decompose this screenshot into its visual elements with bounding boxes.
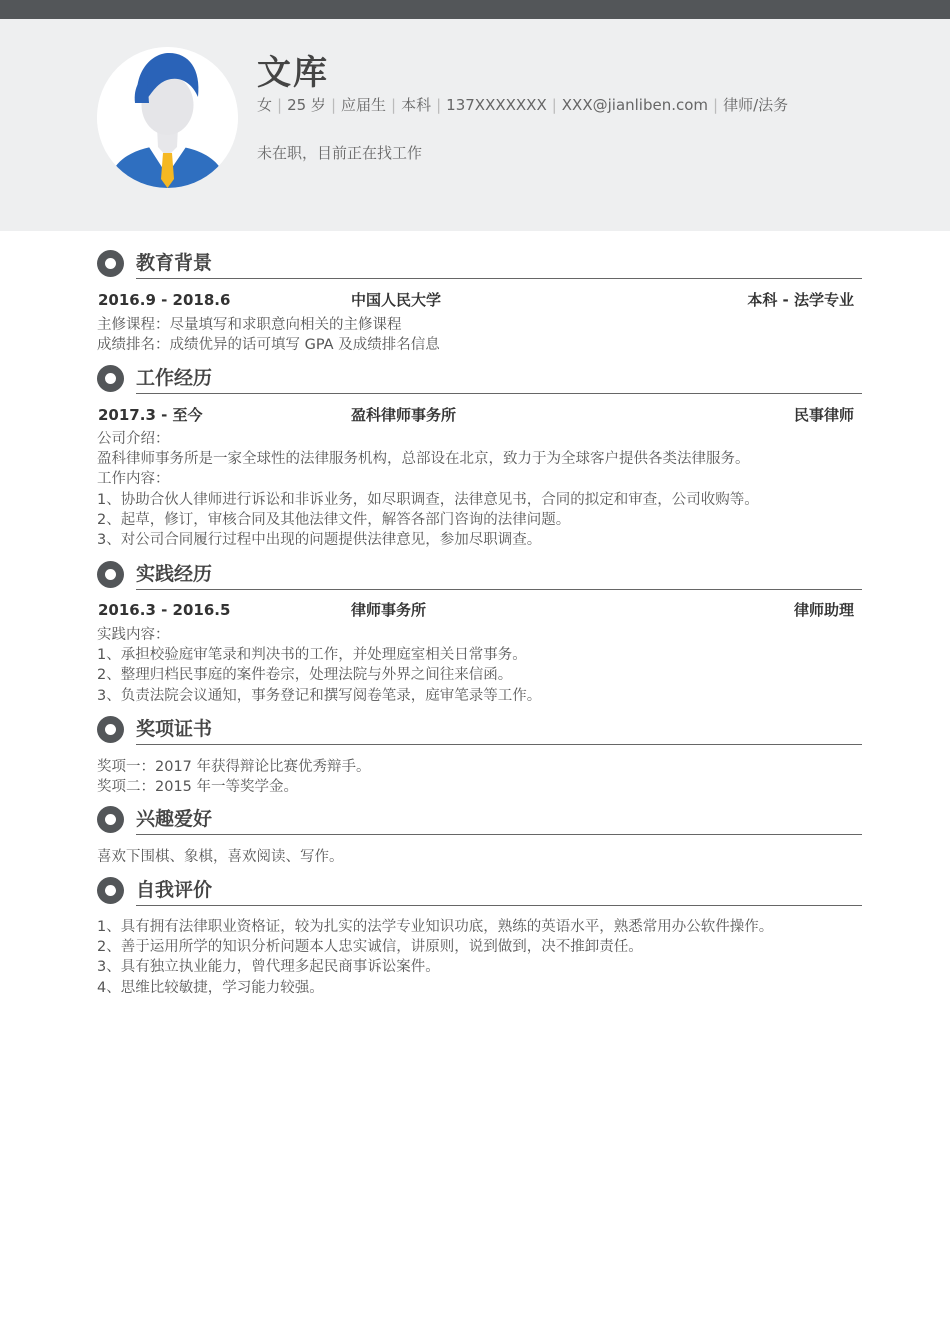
top-bar xyxy=(0,0,950,19)
section-header xyxy=(97,559,862,593)
entry-org: 律师事务所 xyxy=(351,601,427,619)
section-title: 工作经历 xyxy=(136,367,213,389)
entry-details xyxy=(97,625,862,706)
detail-line: 工作内容： xyxy=(97,471,170,488)
entry-org: 中国人民大学 xyxy=(351,291,442,309)
entry-date: 2017.3 - 至今 xyxy=(98,406,203,424)
detail-line: 2、起草，修订，审核合同及其他法律文件，解答各部门咨询的法律问题。 xyxy=(97,511,571,528)
detail-line: 4、思维比较敏捷，学习能力较强。 xyxy=(97,979,324,996)
detail-line: 主修课程：尽量填写和求职意向相关的主修课程 xyxy=(97,317,402,333)
section-work xyxy=(97,363,862,550)
entry-role: 本科 - 法学专业 xyxy=(747,291,854,309)
entry-org: 盈科律师事务所 xyxy=(351,406,457,424)
gender: 女 xyxy=(257,96,273,114)
section-self-evaluation xyxy=(97,875,862,998)
entry-role: 民事律师 xyxy=(793,406,854,424)
section-practice xyxy=(97,559,862,706)
avatar xyxy=(97,47,238,188)
section-header xyxy=(97,248,862,282)
section-header xyxy=(97,714,862,748)
detail-line: 3、对公司合同履行过程中出现的问题提供法律意见，参加尽职调查。 xyxy=(97,532,542,549)
candidate-name: 文库 xyxy=(257,53,329,93)
email: XXX@jianliben.com xyxy=(561,96,709,114)
section-divider xyxy=(136,278,862,279)
status-type: 应届生 xyxy=(341,96,387,114)
detail-line: 奖项二：2015 年一等奖学金。 xyxy=(97,779,299,796)
section-bullet-icon xyxy=(97,716,124,743)
entry-details xyxy=(97,917,862,998)
entry-row xyxy=(97,288,862,312)
section-title: 教育背景 xyxy=(136,252,213,274)
section-divider xyxy=(136,834,862,835)
section-divider xyxy=(136,393,862,394)
section-education xyxy=(97,248,862,355)
job-target: 律师/法务 xyxy=(723,96,789,114)
avatar-person-icon xyxy=(97,47,238,188)
entry-date: 2016.9 - 2018.6 xyxy=(98,291,231,309)
entry-row xyxy=(97,403,862,427)
section-header xyxy=(97,804,862,838)
section-bullet-icon xyxy=(97,250,124,277)
detail-line: 1、具有拥有法律职业资格证，较为扎实的法学专业知识功底，熟练的英语水平，熟悉常用办公软件操作。 xyxy=(97,919,774,935)
section-awards xyxy=(97,714,862,797)
section-bullet-icon xyxy=(97,806,124,833)
candidate-info: 女 | 25 岁 | 应届生 | 本科 | 137XXXXXXX | XXX@jianliben.com | 律师/法务 xyxy=(257,96,789,114)
entry-details xyxy=(97,429,862,550)
detail-line: 喜欢下围棋、象棋，喜欢阅读、写作。 xyxy=(97,849,344,865)
section-hobbies xyxy=(97,804,862,867)
section-bullet-icon xyxy=(97,561,124,588)
section-divider xyxy=(136,589,862,590)
degree: 本科 xyxy=(401,96,432,114)
section-bullet-icon xyxy=(97,365,124,392)
detail-line: 成绩排名：成绩优异的话可填写 GPA 及成绩排名信息 xyxy=(97,337,440,354)
detail-line: 3、具有独立执业能力，曾代理多起民商事诉讼案件。 xyxy=(97,959,440,976)
detail-line: 实践内容： xyxy=(97,627,170,643)
detail-line: 1、协助合伙人律师进行诉讼和非诉业务，如尽职调查，法律意见书，合同的拟定和审查，公司收购等。 xyxy=(97,491,759,508)
detail-line: 3、负责法院会议通知，事务登记和撰写阅卷笔录，庭审笔录等工作。 xyxy=(97,687,542,704)
section-title: 自我评价 xyxy=(136,879,213,901)
section-header xyxy=(97,875,862,909)
section-divider xyxy=(136,744,862,745)
entry-details xyxy=(97,847,862,867)
detail-line: 奖项一：2017 年获得辩论比赛优秀辩手。 xyxy=(97,759,371,775)
entry-details xyxy=(97,757,862,797)
phone: 137XXXXXXX xyxy=(446,96,547,114)
detail-line: 1、承担校验庭审笔录和判决书的工作，并处理庭室相关日常事务。 xyxy=(97,647,527,664)
detail-line: 公司介绍： xyxy=(97,431,170,447)
section-bullet-icon xyxy=(97,877,124,904)
section-divider xyxy=(136,905,862,906)
detail-line: 2、善于运用所学的知识分析问题本人忠实诚信，讲原则，说到做到，决不推卸责任。 xyxy=(97,939,643,956)
detail-line: 2、整理归档民事庭的案件卷宗，处理法院与外界之间往来信函。 xyxy=(97,667,513,684)
section-title: 兴趣爱好 xyxy=(136,808,213,830)
age: 25 岁 xyxy=(287,96,326,114)
section-header xyxy=(97,363,862,397)
entry-date: 2016.3 - 2016.5 xyxy=(98,601,231,619)
job-status: 未在职，目前正在找工作 xyxy=(257,144,423,162)
section-title: 奖项证书 xyxy=(136,718,213,740)
entry-role: 律师助理 xyxy=(793,601,854,619)
entry-details xyxy=(97,315,862,355)
section-title: 实践经历 xyxy=(136,563,213,585)
entry-row xyxy=(97,598,862,622)
detail-line: 盈科律师事务所是一家全球性的法律服务机构，总部设在北京，致力于为全球客户提供各类法律服务。 xyxy=(97,451,750,468)
